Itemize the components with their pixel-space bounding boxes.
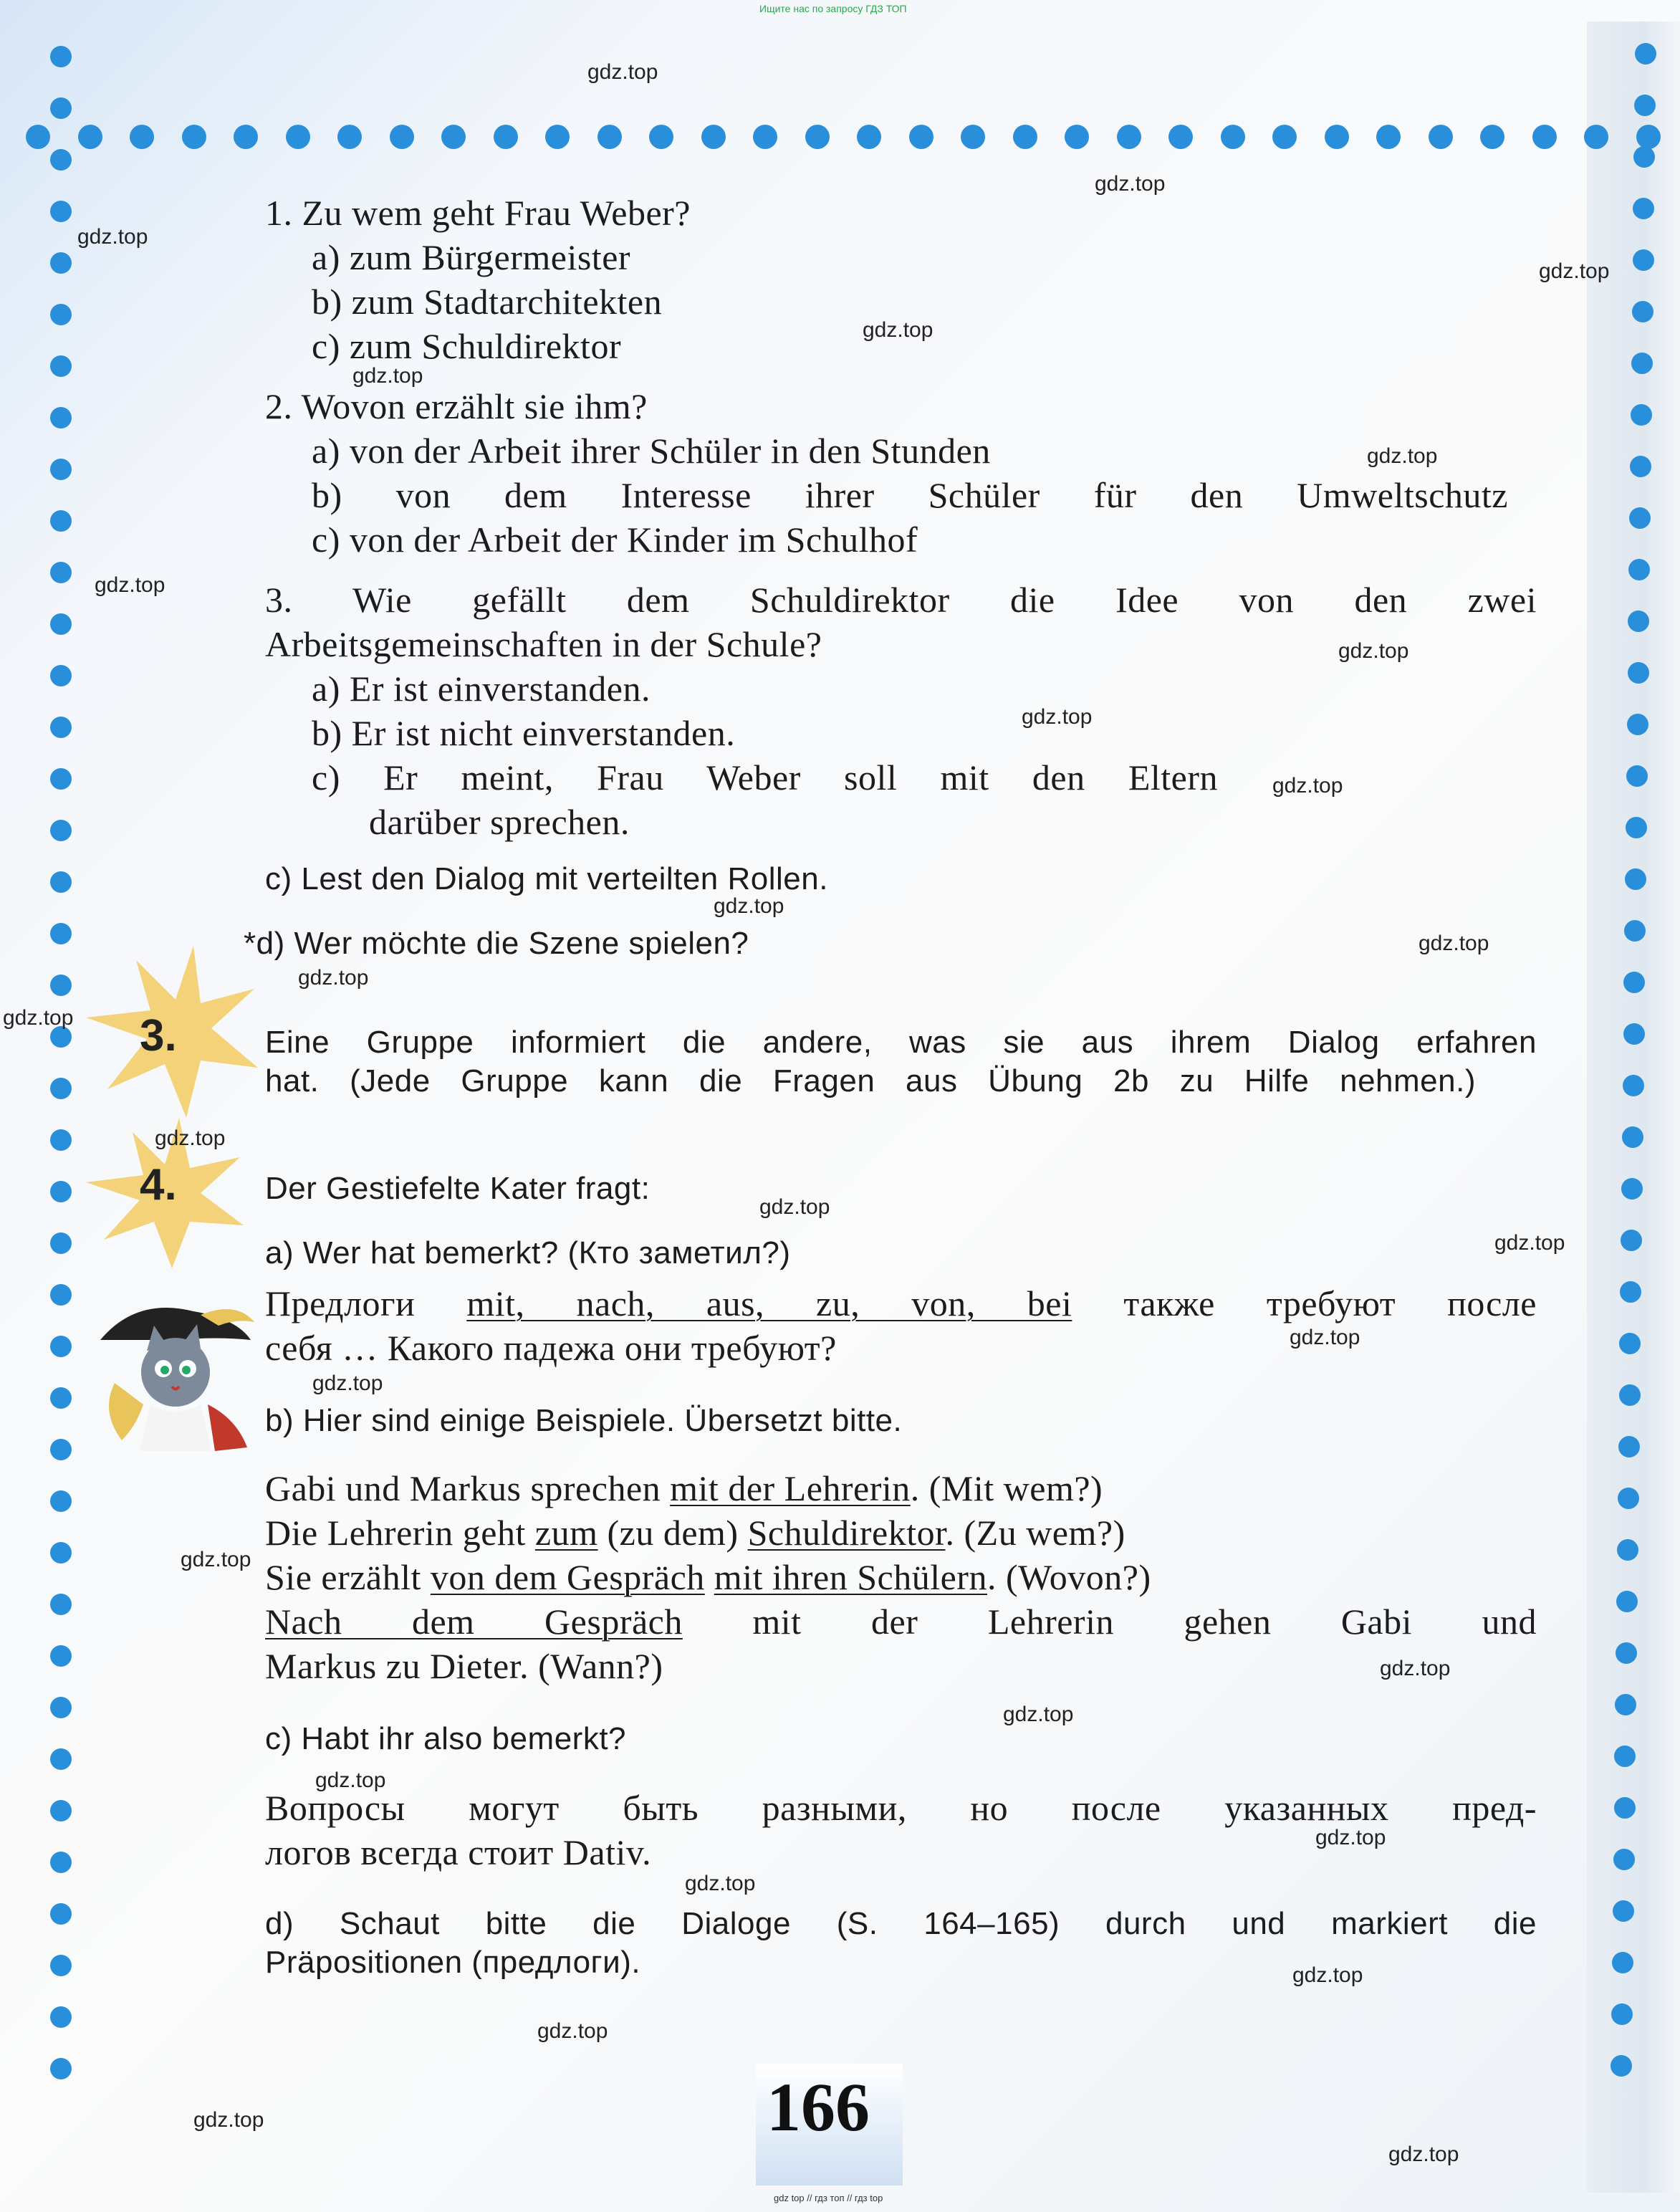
watermark: gdz.top [1315,1826,1386,1849]
decorative-dot [50,1232,72,1254]
decorative-dot [1621,1230,1642,1251]
example-underlined: Nach dem Gespräch [265,1601,683,1642]
decorative-dot [857,125,881,149]
watermark: gdz.top [1022,705,1093,729]
question-3-option-b: b) Er ist nicht einverstanden. [312,713,736,753]
decorative-dot [1065,125,1089,149]
decorative-dot [50,1336,72,1357]
decorative-dot [50,871,72,893]
russian-note-text: Предлоги [265,1283,467,1323]
puss-in-boots-illustration [93,1297,258,1455]
decorative-dot [909,125,933,149]
decorative-dot [1627,714,1648,735]
decorative-dot [494,125,518,149]
russian-note-line-2: себя … Какого падежа они требуют? [265,1328,837,1368]
example-text: . (Mit wem?) [910,1468,1103,1508]
watermark: gdz.top [1290,1326,1360,1349]
decorative-dot [78,125,102,149]
decorative-dot [1013,125,1037,149]
decorative-dot [1634,95,1656,116]
decorative-dot [50,613,72,635]
decorative-dot [50,2058,72,2079]
page-number: 166 [767,2069,870,2145]
decorative-dot [1631,404,1652,426]
question-3-line-1: 3. Wie gefällt dem Schuldirektor die Idee von den zwei [265,580,1537,620]
decorative-dot [1532,125,1557,149]
prepositions-list: mit, nach, aus, zu, von, bei [466,1283,1072,1323]
decorative-dot [50,304,72,325]
decorative-dot [545,125,570,149]
watermark: gdz.top [1272,774,1343,798]
decorative-dot [50,820,72,841]
decorative-dot [1616,1642,1637,1664]
watermark: gdz.top [1367,444,1438,468]
question-3-option-c-continued: darüber sprechen. [369,802,630,842]
example-underlined: zum [534,1513,598,1553]
book-spine-edge [1587,21,1680,2193]
example-sentence-3 [265,1556,1151,1598]
decorative-dot [1272,125,1297,149]
decorative-dot [1168,125,1193,149]
decorative-dot [1626,765,1648,787]
watermark: gdz.top [1095,172,1166,196]
watermark: gdz.top [537,2019,608,2043]
decorative-dot [50,923,72,944]
watermark: gdz.top [759,1195,830,1219]
decorative-dot [50,97,72,119]
exercise-3-number: 3. [140,1011,177,1060]
decorative-dot [1584,125,1608,149]
decorative-dot [50,1697,72,1718]
watermark: gdz.top [315,1768,386,1792]
exercise-3-line-2: hat. (Jede Gruppe kann die Fragen aus Übung 2b zu Hilfe nehmen.) [265,1063,1476,1098]
decorative-dot [1615,1694,1636,1715]
decorative-dot [1628,559,1650,580]
watermark: gdz.top [1419,932,1489,955]
watermark: gdz.top [95,573,165,597]
decorative-dot [1619,1333,1641,1354]
decorative-dot [50,665,72,686]
watermark: gdz.top [312,1371,383,1395]
question-3-line-2: Arbeitsgemeinschaften in der Schule? [265,624,822,664]
russian-note-line-1 [265,1283,1537,1324]
decorative-dot [234,125,258,149]
decorative-dot [1636,125,1661,149]
decorative-dot [805,125,830,149]
decorative-dot [1614,1797,1636,1819]
decorative-dot [1616,1591,1638,1612]
decorative-dot [1620,1281,1641,1303]
watermark: gdz.top [587,60,658,84]
question-1-option-a: a) zum Bürgermeister [312,237,631,277]
exercise-4-task-b: b) Hier sind einige Beispiele. Übersetzt bitte. [265,1403,903,1438]
decorative-dot [1626,817,1647,838]
question-3-option-a: a) Er ist einverstanden. [312,669,651,709]
decorative-dot [961,125,985,149]
decorative-dot [50,355,72,377]
watermark: gdz.top [1494,1231,1565,1255]
watermark: gdz.top [298,966,369,990]
watermark: gdz.top [685,1872,756,1895]
decorative-dot [1628,662,1649,684]
decorative-dot [50,1645,72,1667]
decorative-dot [1617,1539,1638,1561]
example-sentence-5: Markus zu Dieter. (Wann?) [265,1646,663,1686]
example-text: Die Lehrerin geht [265,1513,535,1553]
watermark: gdz.top [352,364,423,388]
decorative-dot [1633,146,1655,168]
decorative-dot [1629,507,1651,529]
russian-note-text: также требуют после [1072,1283,1537,1323]
decorative-dot [50,1078,72,1099]
exercise-3-line-1: Eine Gruppe informiert die andere, was sie aus ihrem Dialog erfahren [265,1025,1537,1060]
decorative-dot [753,125,777,149]
decorative-dot [1613,1849,1635,1870]
decorative-dot [1628,611,1649,632]
decorative-dot [701,125,726,149]
decorative-dot [1623,972,1645,993]
decorative-dot [50,510,72,532]
decorative-dot [50,1490,72,1512]
decorative-dot [597,125,622,149]
decorative-dot [1623,1023,1645,1045]
exercise-4-task-d-line-2: Präpositionen (предлоги). [265,1945,641,1980]
question-1-option-b: b) zum Stadtarchitekten [312,282,663,322]
decorative-dot [649,125,673,149]
decorative-dot [1429,125,1453,149]
question-3-option-c: c) Er meint, Frau Weber soll mit den Eltern [312,757,1218,798]
watermark: gdz.top [155,1126,226,1150]
example-text: . (Zu wem?) [945,1513,1125,1553]
decorative-dot [50,1284,72,1306]
decorative-dot [50,717,72,738]
decorative-dot [1612,1952,1633,1973]
watermark: gdz.top [1539,259,1610,283]
decorative-dot [1622,1126,1643,1148]
decorative-dot [50,149,72,171]
task-d: *d) Wer möchte die Szene spielen? [244,926,749,961]
russian-rule-line-2: логов всегда стоит Dativ. [265,1832,652,1872]
exercise-4-intro: Der Gestiefelte Kater fragt: [265,1171,651,1206]
decorative-dot [50,407,72,428]
watermark: gdz.top [1292,1963,1363,1987]
decorative-dot [50,1129,72,1151]
example-text: . (Wovon?) [987,1557,1151,1597]
decorative-dot [1624,920,1646,942]
example-sentence-4 [265,1601,1537,1642]
question-2-option-b: b) von dem Interesse ihrer Schüler für den Umweltschutz [312,475,1508,515]
decorative-dot [1633,249,1654,271]
example-text [705,1557,714,1597]
decorative-dot [50,1852,72,1873]
decorative-dot [50,46,72,67]
decorative-dot [50,252,72,274]
question-2-option-c: c) von der Arbeit der Kinder im Schulhof [312,520,918,560]
decorative-dot [182,125,206,149]
watermark: gdz.top [77,225,148,249]
decorative-dot [50,2006,72,2028]
decorative-dot [50,1594,72,1615]
watermark: gdz.top [181,1548,251,1571]
decorative-dot [50,1387,72,1409]
decorative-dot [50,975,72,996]
example-sentence-2 [265,1512,1125,1553]
decorative-dot [1117,125,1141,149]
decorative-dot [50,562,72,583]
decorative-dot [50,1439,72,1460]
decorative-dot [1618,1436,1640,1457]
task-c: c) Lest den Dialog mit verteilten Rollen. [265,861,828,896]
decorative-dot [1619,1384,1641,1406]
decorative-dot [1635,43,1656,64]
example-text: (zu dem) [597,1513,748,1553]
example-underlined: von dem Gespräch [430,1557,705,1597]
question-2: 2. Wovon erzählt sie ihm? [265,386,648,426]
decorative-dot [50,1748,72,1770]
watermark: gdz.top [1388,2142,1459,2166]
decorative-dot [50,1800,72,1821]
decorative-dot [1633,198,1654,219]
decorative-dot [50,768,72,790]
watermark: gdz.top [193,2108,264,2132]
watermark: gdz.top [863,318,933,342]
exercise-4-number: 4. [140,1160,177,1210]
decorative-dot [26,125,50,149]
decorative-dot [1623,1075,1644,1096]
question-2-option-a: a) von der Arbeit ihrer Schüler in den Stunden [312,431,991,471]
question-1-option-c: c) zum Schuldirektor [312,326,622,366]
decorative-dot [390,125,414,149]
watermark: gdz.top [3,1006,74,1030]
decorative-dot [50,201,72,222]
decorative-dot [337,125,362,149]
decorative-dot [50,1542,72,1564]
decorative-dot [130,125,154,149]
example-underlined: mit ihren Schülern [714,1557,987,1597]
watermark: gdz.top [714,894,784,918]
decorative-dot [1325,125,1349,149]
watermark: gdz.top [1003,1703,1074,1726]
example-sentence-1 [265,1468,1103,1509]
question-1: 1. Zu wem geht Frau Weber? [265,193,691,233]
example-text: mit der Lehrerin gehen Gabi und [682,1601,1537,1642]
exercise-4-task-d-line-1: d) Schaut bitte die Dialoge (S. 164–165) durch und markiert die [265,1906,1537,1941]
example-text: Gabi und Markus sprechen [265,1468,671,1508]
bottom-note: gdz top // гдз топ // гдз top [774,2193,883,2203]
decorative-dot [50,1181,72,1202]
decorative-dot [50,1955,72,1976]
exercise-4-task-a: a) Wer hat bemerkt? (Кто заметил?) [265,1235,791,1270]
decorative-dot [286,125,310,149]
decorative-dot [1614,1746,1636,1767]
decorative-dot [1625,868,1646,890]
watermark: gdz.top [1338,639,1409,663]
decorative-dot [1632,301,1653,322]
decorative-dot [1611,2055,1632,2077]
decorative-dot [1630,456,1651,477]
watermark: gdz.top [1380,1657,1451,1680]
decorative-dot [1618,1488,1639,1509]
decorative-dot [1621,1178,1643,1200]
russian-rule-line-1: Вопросы могут быть разными, но после указанных пред- [265,1788,1537,1828]
top-note: Ищите нас по запросу ГДЗ ТОП [759,3,907,14]
decorative-dot [50,459,72,480]
exercise-4-task-c: c) Habt ihr also bemerkt? [265,1721,627,1756]
decorative-dot [1613,1900,1634,1922]
decorative-dot [1221,125,1245,149]
decorative-dot [1611,2003,1633,2025]
decorative-dot [1376,125,1401,149]
decorative-dot [441,125,466,149]
decorative-dot [1631,353,1653,374]
example-underlined: Schuldirektor [747,1513,946,1553]
example-text: Sie erzählt [265,1557,431,1597]
decorative-dot [50,1903,72,1925]
example-underlined: mit der Lehrerin [670,1468,911,1508]
decorative-dot [1480,125,1504,149]
